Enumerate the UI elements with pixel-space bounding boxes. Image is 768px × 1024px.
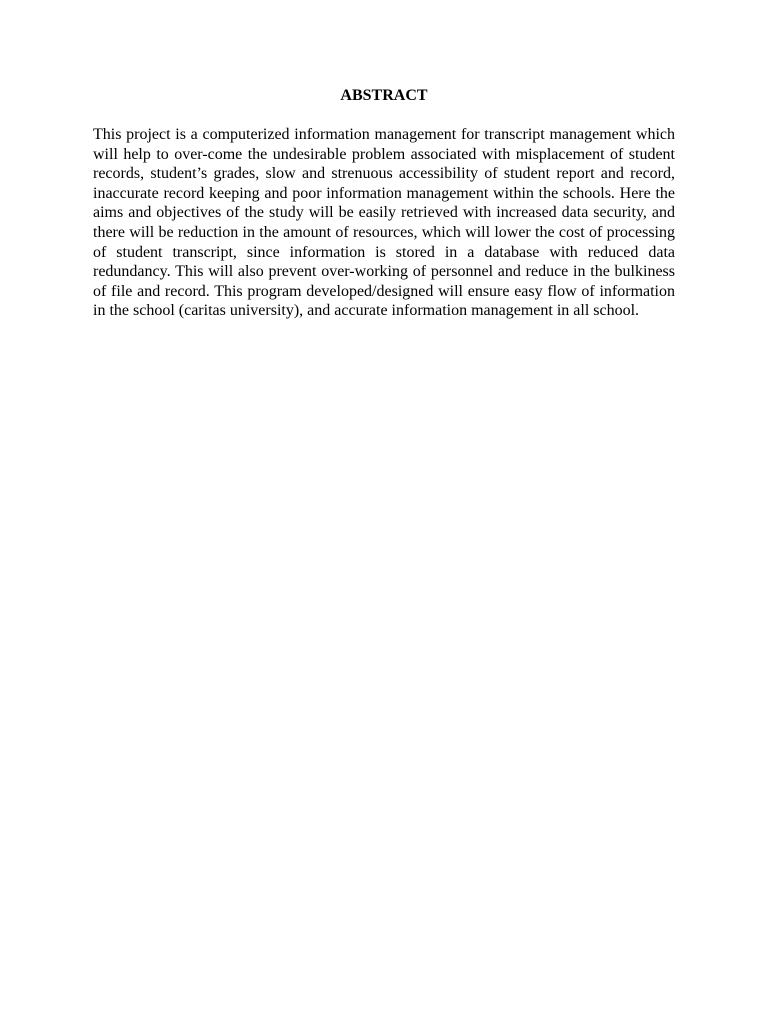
abstract-paragraph: This project is a computerized information management for transcript management which will help to over-come the undesirable problem associated with misplacement of student records, student’s grades, slow and strenuous accessibility of student report and record, inaccurate record keeping and poor information management within the schools. Here the aims and objectives of the study will be easily retrieved with increased data security, and there will be reduction in the amount of resources, which will lower the cost of processing of student transcript, since information is stored in a database with reduced data redundancy. This will also prevent over-working of personnel and reduce in the bulkiness of file and record. This program developed/designed will ensure easy flow of information in the school (caritas university), and accurate information management in all school. xyxy=(93,126,675,320)
abstract-heading: ABSTRACT xyxy=(340,87,428,104)
